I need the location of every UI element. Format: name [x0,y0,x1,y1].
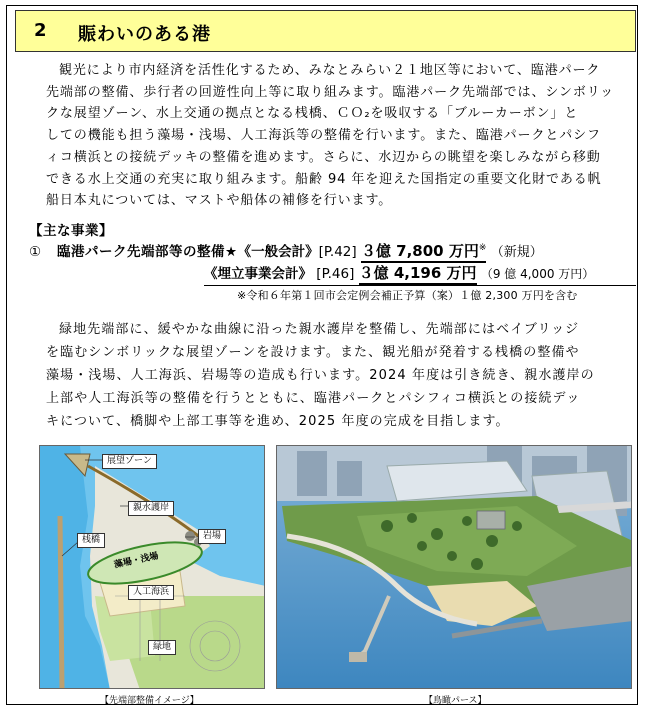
intro-line: 先端部の整備、歩行者の回遊性向上等に取り組みます。臨港パーク先端部では、シンボリッ [46,84,615,100]
budget-note: ※令和６年第１回市会定例会補正予算（案）１億 2,300 万円を含む [237,289,578,302]
section-number: 2 [34,20,47,41]
intro-line: できる水上交通の充実に取り組みます。船齢 94 年を迎えた国指定の重要文化財である帆 [46,171,602,187]
intro-line: 船日本丸については、マストや船体の補修を行います。 [46,193,393,209]
project-status: （新規） [490,245,543,260]
project-account2: 《埋立事業会計》 [204,266,312,282]
label-green: 緑地 [148,640,176,655]
detail-line: を臨むシンボリックな展望ゾーンを設けます。また、観光船が発着する桟橋の整備や [46,345,580,360]
project-amount [361,242,486,263]
map-caption: 【先端部整備イメージ】 [100,696,199,706]
section-title: 賑わいのある港 [78,24,211,45]
tip-development-map [39,445,265,689]
amount-value: ３億 7,800 万円 [360,242,479,260]
amount-note-mark: ※ [478,243,487,253]
detail-line: キについて、橋脚や上部工事等を進め、2025 年度の完成を目指します。 [46,414,510,429]
aerial-perspective [276,445,632,689]
page-reference: [P.42] [318,244,357,260]
main-projects-label: 【主な事業】 [29,223,113,239]
project-row-general [29,240,543,261]
label-seaweed: 藻場・浅場 [113,551,160,571]
label-pier: 桟橋 [77,533,105,548]
project-name: 臨港パーク先端部等の整備★ [57,244,238,260]
intro-line: しての機能も担う藻場・浅場、人工海浜等の整備を行います。また、臨港パークとパシフ [46,128,601,144]
detail-paragraph [46,318,628,433]
project-account: 《一般会計》 [237,244,319,260]
previous-amount: （9 億 4,000 万円） [480,267,595,281]
aerial-illustration [277,446,632,689]
intro-line: 観光により市内経済を活性化するため、みなとみらい２１地区等において、臨港パーク [59,63,601,78]
intro-line: クな展望ゾーン、水上交通の拠点となる桟橋、ＣＯ₂を吸収する「ブルーカーボン」と [46,106,579,122]
label-beach: 人工海浜 [128,585,174,600]
detail-line: 藻場・浅場、人工海浜、岩場等の造成も行います。2024 年度は引き続き、親水護岸の [46,368,595,383]
label-observation-zone: 展望ゾーン [102,454,157,469]
label-rocks: 岩場 [198,529,226,544]
intro-paragraph [46,60,632,212]
detail-line: 上部や人工海浜等の整備を行うとともに、臨港パークとパシフィコ横浜との接続デッ [46,391,581,406]
detail-line: 緑地先端部に、緩やかな曲線に沿った親水護岸を整備し、先端部にはベイブリッジ [59,322,580,337]
photo-caption: 【鳥瞰パース】 [424,696,487,706]
section-header [15,10,636,52]
label-revetment: 親水護岸 [128,501,174,516]
intro-line: ィコ横浜との接続デッキの整備を進めます。さらに、水辺からの眺望を楽しみながら移動 [46,149,601,165]
project-amount2: ３億 4,196 万円 [359,264,477,285]
page-reference2: [P.46] [316,266,355,282]
project-row-landfill [204,262,636,286]
project-number: ① [29,244,42,260]
